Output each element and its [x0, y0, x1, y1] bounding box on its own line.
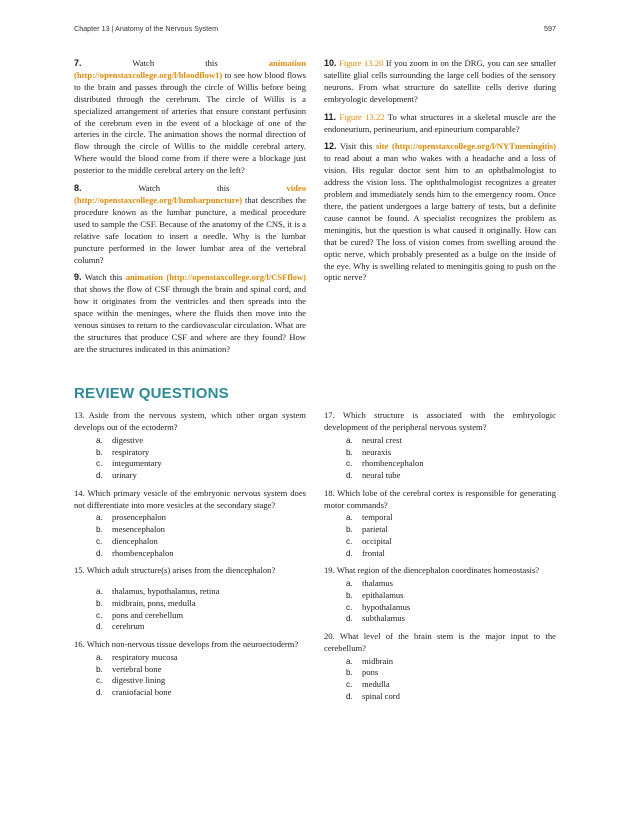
- site-link[interactable]: site (http://openstaxcollege.org/l/NYTmeningitis): [375, 141, 556, 152]
- answer-option[interactable]: a. digestive: [96, 434, 144, 445]
- question-10: 10. Figure 13.20 If you zoom in on the DRG, you can see smaller satellite glial cells surrounding the large cell bodies of the sensory neurons. From what structure do satellite cells derive during embryologic development?: [324, 58, 556, 104]
- chapter-title: Chapter 13 | Anatomy of the Nervous System: [74, 23, 219, 33]
- question-20: 20. What level of the brain stem is the major input to the cerebellum? a. midbrain b. pons c. medulla d. spinal cord: [324, 630, 556, 701]
- answer-options: [74, 435, 306, 482]
- answer-option[interactable]: c. integumentary: [96, 458, 162, 469]
- answer-options: [74, 586, 306, 633]
- answer-option[interactable]: a. temporal: [346, 512, 393, 523]
- answer-option[interactable]: a. midbrain: [346, 655, 394, 666]
- answer-option[interactable]: d. neural tube: [346, 469, 401, 480]
- figure-link[interactable]: Figure 13.20: [336, 58, 384, 68]
- question-11: 11. Figure 13.22 To what structures in a skeletal muscle are the endoneurium, perineurium, and epineurium comparable?: [324, 111, 556, 134]
- review-questions-left: [74, 410, 306, 705]
- answer-option[interactable]: b. pons: [346, 667, 379, 678]
- interactive-questions-left: [74, 58, 306, 362]
- question-14: 14. Which primary vesicle of the embryonic nervous system does not differentiate into more vesicles at the secondary stage? a. prosencephalon b. mesencephalon c. diencephalon d. rhombencephalon: [74, 487, 306, 558]
- question-18: 18. Which lobe of the cerebral cortex is responsible for generating motor commands? a. temporal b. parietal c. occipital d. frontal: [324, 487, 556, 558]
- answer-options: [324, 512, 556, 559]
- question-13: 13. Aside from the nervous system, which other organ system develops out of the ectoderm? a. digestive b. respiratory c. integumentary d. urinary: [74, 410, 306, 480]
- answer-option[interactable]: a. prosencephalon: [96, 512, 166, 523]
- interactive-questions-right: [324, 58, 556, 290]
- answer-option[interactable]: c. hypothalamus: [346, 601, 411, 612]
- answer-option[interactable]: a. thalamus: [346, 578, 394, 589]
- question-8: 8. Watch this video (http://openstaxcollege.org/l/lumbarpuncture) that describes the procedure known as the lumbar puncture, a medical procedure used to sample the CSF. Because of the anatomy of the CNS, it is a relative safe location to insert a needle. Why is the lumbar puncture performed in the lower lumbar area of the vertebral column?: [74, 183, 306, 265]
- answer-option[interactable]: b. midbrain, pons, medulla: [96, 597, 196, 608]
- question-16: 16. Which non-nervous tissue develops from the neuroectoderm? a. respiratory mucosa b. vertebral bone c. digestive lining d. craniofacial bone: [74, 639, 306, 699]
- answer-option[interactable]: b. parietal: [346, 524, 388, 535]
- animation-link[interactable]: animation (http://openstaxcollege.org/l/bloodflow1): [74, 58, 306, 80]
- answer-option[interactable]: b. epithalamus: [346, 589, 404, 600]
- question-12: 12. Visit this site (http://openstaxcollege.org/l/NYTmeningitis) to read about a man who wakes with a headache and a loss of vision. His regular doctor sent him to an ophthalmologist to address the vision loss. The ophthalmologist recognizes a greater problem and immediately sends him to the emergency room. Once there, the patient undergoes a large battery of tests, but a definite cause cannot be found. A specialist recognizes the problem as meningitis, but the question is what caused it originally. How can that be cured? The loss of vision comes from swelling around the optic nerve, which probably presented as a bulge on the inside of the eye. Why is swelling related to meningitis going to push on the optic nerve?: [324, 141, 556, 283]
- page-number: 597: [544, 23, 556, 33]
- answer-options: [74, 512, 306, 559]
- answer-option[interactable]: c. rhombencephalon: [346, 458, 424, 469]
- answer-option[interactable]: a. respiratory mucosa: [96, 651, 178, 662]
- answer-option[interactable]: b. vertebral bone: [96, 663, 162, 674]
- figure-link[interactable]: Figure 13.22: [336, 111, 385, 122]
- answer-option[interactable]: c. diencephalon: [96, 535, 158, 546]
- answer-option[interactable]: b. neuraxis: [346, 446, 392, 457]
- answer-option[interactable]: d. rhombencephalon: [96, 547, 174, 558]
- video-link[interactable]: video (http://openstaxcollege.org/l/lumbarpuncture): [74, 183, 306, 205]
- answer-options: [74, 652, 306, 699]
- answer-option[interactable]: d. spinal cord: [346, 690, 400, 701]
- answer-option[interactable]: d. subthalamus: [346, 613, 405, 624]
- answer-option[interactable]: d. urinary: [96, 469, 137, 480]
- answer-option[interactable]: c. pons and cerebellum: [96, 609, 184, 620]
- answer-options: [324, 656, 556, 703]
- answer-options: [324, 578, 556, 625]
- review-questions-heading: REVIEW QUESTIONS: [74, 385, 229, 402]
- answer-option[interactable]: d. cerebrum: [96, 621, 145, 632]
- question-19: 19. What region of the diencephalon coordinates homeostasis? a. thalamus b. epithalamus c. hypothalamus d. subthalamus: [324, 565, 556, 625]
- answer-option[interactable]: d. frontal: [346, 547, 385, 558]
- review-questions-right: [324, 410, 556, 709]
- question-15: 15. Which adult structure(s) arises from the diencephalon? a. thalamus, hypothalamus, retina b. midbrain, pons, medulla c. pons and cerebellum d. cerebrum: [74, 565, 306, 633]
- answer-option[interactable]: b. respiratory: [96, 446, 150, 457]
- question-7: 7. Watch this animation (http://openstaxcollege.org/l/bloodflow1) to see how blood flows to the brain and passes through the circle of Willis before being distributed through the cerebrum. The circle of Willis is a specialized arrangement of arteries that ensure constant perfusion of the cerebrum even in the event of a blockage of one of the arteries in the circle. The animation shows the normal direction of flow through the circle of Willis to the middle cerebral artery. Where would the blood come from if there were a blockage just posterior to the middle cerebral artery on the left?: [74, 58, 306, 176]
- answer-options: [324, 435, 556, 482]
- answer-option[interactable]: a. thalamus, hypothalamus, retina: [96, 586, 220, 597]
- answer-option[interactable]: c. occipital: [346, 535, 392, 546]
- question-9: 9. Watch this animation (http://openstaxcollege.org/l/CSFflow) that shows the flow of CSF through the brain and spinal cord, and how it originates from the ventricles and then spreads into the space within the meninges, where the fluids then move into the venous sinuses to return to the cardiovascular circulation. What are the structures that produce CSF and where are they found? How are the structures indicated in this animation?: [74, 272, 306, 354]
- running-header: [74, 20, 556, 36]
- answer-option[interactable]: a. neural crest: [346, 434, 402, 445]
- answer-option[interactable]: c. digestive lining: [96, 675, 166, 686]
- animation-link[interactable]: animation (http://openstaxcollege.org/l/CSFflow): [125, 272, 306, 283]
- question-17: 17. Which structure is associated with the embryologic development of the peripheral nervous system? a. neural crest b. neuraxis c. rhombencephalon d. neural tube: [324, 410, 556, 480]
- answer-option[interactable]: c. medulla: [346, 679, 390, 690]
- answer-option[interactable]: b. mesencephalon: [96, 524, 165, 535]
- answer-option[interactable]: d. craniofacial bone: [96, 686, 172, 697]
